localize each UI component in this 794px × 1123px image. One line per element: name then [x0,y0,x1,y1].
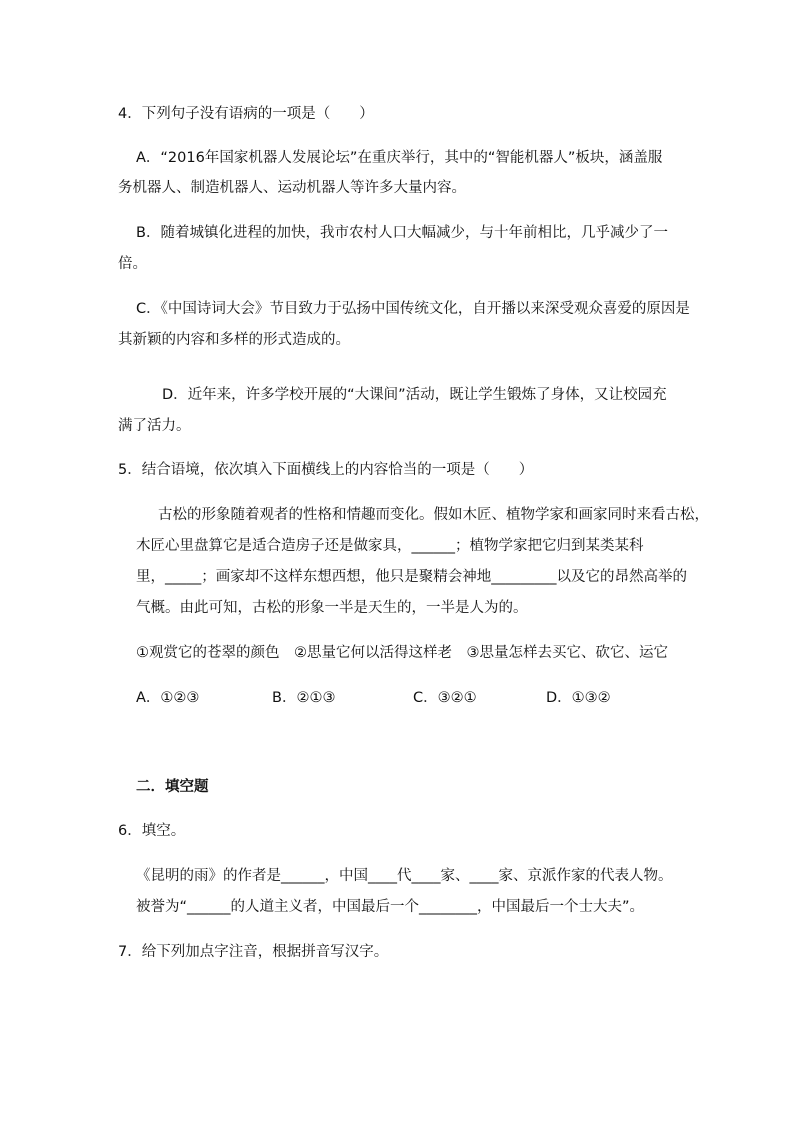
q4-stem: 4．下列句子没有语病的一项是（ ） [118,106,374,122]
q4-option-b-line1: B．随着城镇化进程的加快，我市农村人口大幅减少，与十年前相比，几乎减少了一 [136,225,668,241]
q4-option-d-line2: 满了活力。 [118,418,191,434]
q6-stem: 6．填空。 [118,823,186,839]
q5-option-c: C．③②① [413,690,477,706]
q5-choices-line: ①观赏它的苍翠的颜色 ②思量它何以活得这样老 ③思量怎样去买它、砍它、运它 [136,645,668,661]
q5-passage-line4: 气概。由此可知，古松的形象一半是天生的，一半是人为的。 [136,600,528,616]
q5-passage-line3: 里，_____；画家却不这样东想西想，他只是聚精会神地_________以及它的昂然高举的 [136,569,687,585]
q6-line1: 《昆明的雨》的作者是______，中国____代____家、____家、京派作家的代表人物。 [136,868,673,884]
q4-option-b-line2: 倍。 [118,256,147,272]
q6-line2: 被誉为“______的人道主义者，中国最后一个________，中国最后一个士大夫”。 [136,899,645,915]
q5-option-d: D．①③② [546,690,611,706]
section-heading: 二．填空题 [136,779,209,795]
q5-passage-line1: 古松的形象随着观者的性格和情趣而变化。假如木匠、植物学家和画家同时来看古松， [158,507,709,523]
q4-option-c-line1: C．《中国诗词大会》节目致力于弘扬中国传统文化，自开播以来深受观众喜爱的原因是 [136,301,690,317]
q5-option-b: B．②①③ [272,690,336,706]
q5-passage-line2: 木匠心里盘算它是适合造房子还是做家具，______；植物学家把它归到某类某科 [136,538,644,554]
q4-option-c-line2: 其新颖的内容和多样的形式造成的。 [118,332,350,348]
q4-option-a-line2: 务机器人、制造机器人、运动机器人等许多大量内容。 [118,180,466,196]
q7-stem: 7．给下列加点字注音，根据拼音写汉字。 [118,944,389,960]
q5-stem: 5．结合语境，依次填入下面横线上的内容恰当的一项是（ ） [118,462,534,478]
q4-option-a-line1: A．“2016年国家机器人发展论坛”在重庆举行，其中的“智能机器人”板块，涵盖服 [136,150,663,166]
q4-option-d-line1: D．近年来，许多学校开展的“大课间”活动，既让学生锻炼了身体，又让校园充 [162,387,667,403]
q5-option-a: A．①②③ [136,690,200,706]
